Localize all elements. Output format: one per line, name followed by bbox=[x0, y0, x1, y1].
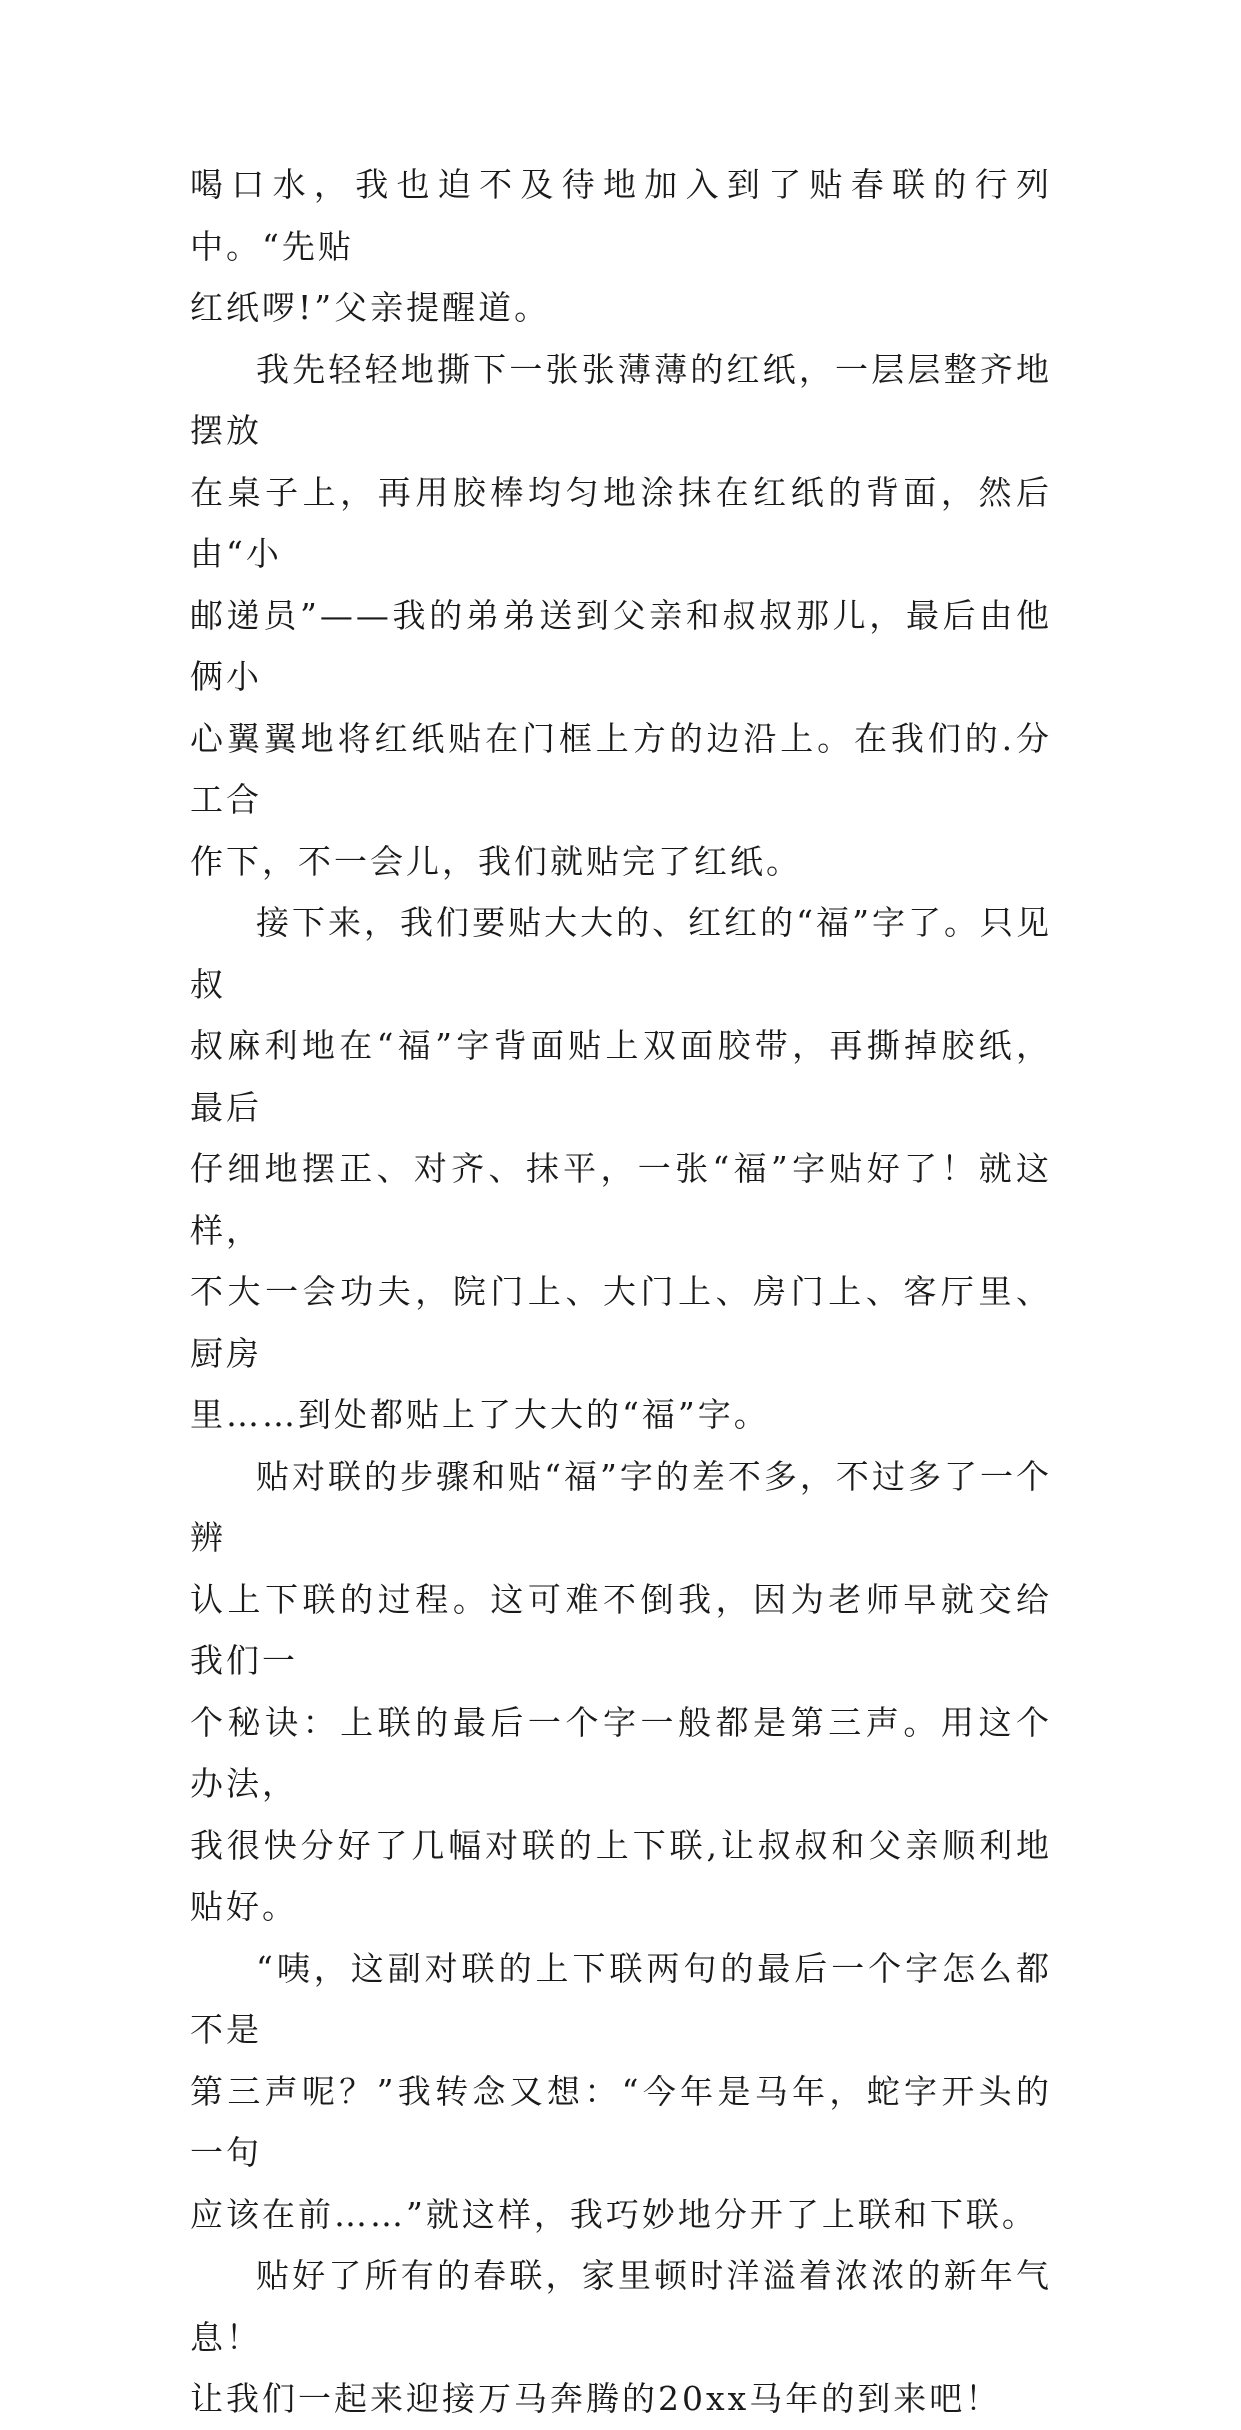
paragraph-3: 接下来，我们要贴大大的、红红的“福”字了。只见叔 叔麻利地在“福”字背面贴上双面胶带，再撕掉胶纸，最后 仔细地摆正、对齐、抹平，一张“福”字贴好了！就这样， 不大一会功夫，院门上、大门上、房门上、客厅里、厨房 里……到处都贴上了大大的“福”字。 bbox=[190, 903, 1052, 1434]
paragraph-4: 贴对联的步骤和贴“福”字的差不多，不过多了一个辨 认上下联的过程。这可难不倒我，因为老师早就交给我们一 个秘诀：上联的最后一个字一般都是第三声。用这个办法， 我很快分好了几幅对联的上下联,让叔叔和父亲顺利地贴好。 bbox=[190, 1456, 1052, 1926]
paragraph-6: 贴好了所有的春联，家里顿时洋溢着浓浓的新年气息！ 让我们一起来迎接万马奔腾的20xx马年的到来吧！ bbox=[190, 2256, 1052, 2418]
paragraph-1: 喝口水，我也迫不及待地加入到了贴春联的行列中。“先贴 红纸啰!”父亲提醒道。 bbox=[190, 165, 1052, 327]
paragraph-5: “咦，这副对联的上下联两句的最后一个字怎么都不是 第三声呢？”我转念又想：“今年是马年，蛇字开头的一句 应该在前……”就这样，我巧妙地分开了上联和下联。 bbox=[190, 1948, 1052, 2234]
paragraph-2: 我先轻轻地撕下一张张薄薄的红纸，一层层整齐地摆放 在桌子上，再用胶棒均匀地涂抹在红纸的背面，然后由“小 邮递员”——我的弟弟送到父亲和叔叔那儿，最后由他俩小 心翼翼地将红纸贴在门框上方的边沿上。在我们的.分工合 作下，不一会儿，我们就贴完了红纸。 bbox=[190, 349, 1052, 881]
document-body bbox=[190, 154, 1052, 2430]
